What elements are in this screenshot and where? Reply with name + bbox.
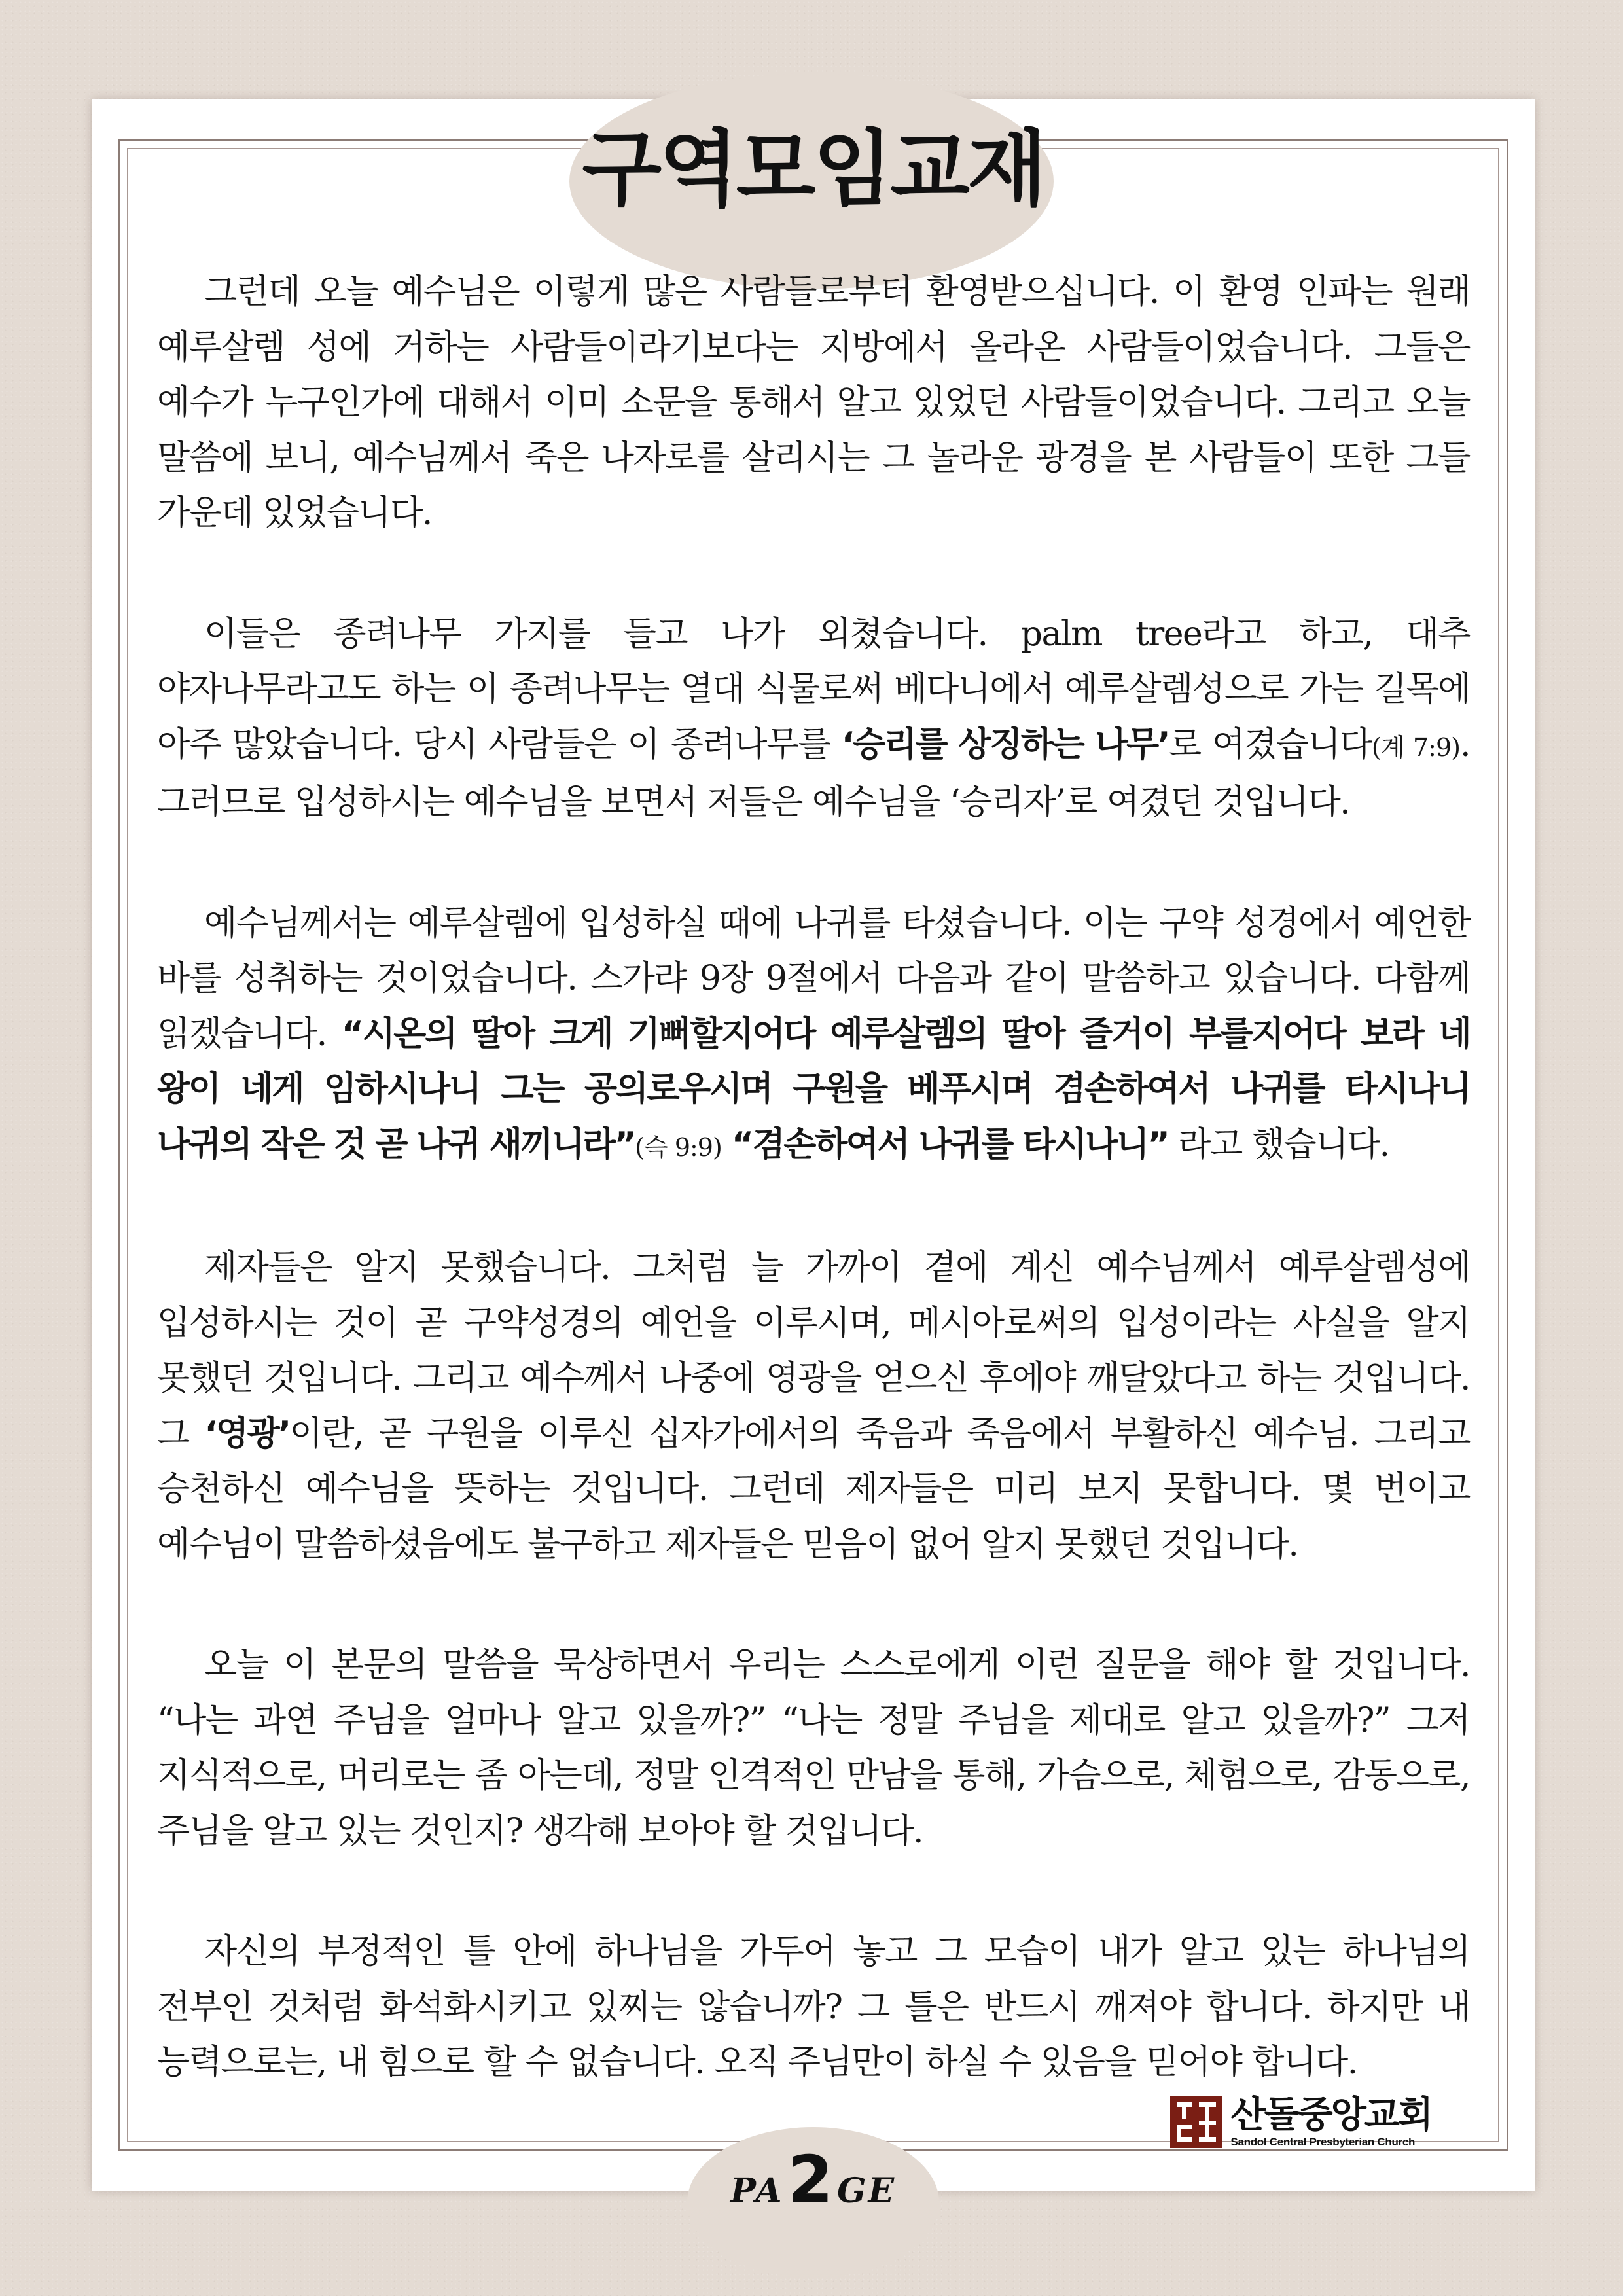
scripture-reference: (슥 9:9): [635, 1132, 722, 1162]
paragraph-text: 예수님께서는 예루살렘에 입성하실 때에 나귀를 타셨습니다. 이는 구약 성경에서 예언한 바를 성취하는 것이었습니다. 스가랴 9장 9절에서 다음과 같이 말씀하고 있습니다. 다함께 읽겠습니다.: [157, 903, 1470, 1054]
paragraph: [157, 264, 1470, 541]
church-name-korean: 산돌중앙교회: [1230, 2093, 1431, 2136]
scripture-reference: (계 7:9): [1371, 732, 1460, 762]
paragraph: [157, 1240, 1470, 1572]
page-number-label: [92, 2142, 1535, 2218]
paragraph-text: 오늘 이 본문의 말씀을 묵상하면서 우리는 스스로에게 이런 질문을 해야 할 것입니다. “나는 과연 주님을 얼마나 알고 있을까?” “나는 정말 주님을 제대로 알고 있을까?” 그저 지식적으로, 머리로는 좀 아는데, 정말 인격적인 만남을 통해, 가슴으로, 체험으로, 감동으로, 주님을 알고 있는 것인지? 생각해 보아야 할 것입니다.: [157, 1645, 1470, 1851]
paragraph-text: 이들은 종려나무 가지를 들고 나가 외쳤습니다. palm tree라고 하고, 대추 야자나무라고도 하는 이 종려나무는 열대 식물로써 베다니에서 예루살렘성으로 가는 길목에 아주 많았습니다. 당시 사람들은 이 종려나무를: [157, 614, 1470, 764]
paragraph-text: 그런데 오늘 예수님은 이렇게 많은 사람들로부터 환영받으십니다. 이 환영 인파는 원래 예루살렘 성에 거하는 사람들이라기보다는 지방에서 올라온 사람들이었습니다. 그들은 예수가 누구인가에 대해서 이미 소문을 통해서 알고 있었던 사람들이었습니다. 그리고 오늘 말씀에 보니, 예수님께서 죽은 나자로를 살리시는 그 놀라운 광경을 본 사람들이 또한 그들 가운데 있었습니다.: [157, 272, 1470, 533]
page-sheet: [92, 99, 1535, 2218]
page-title: 구역모임교재: [582, 121, 1044, 217]
paragraph: [157, 1924, 1470, 2090]
paragraph-text: 라고 했습니다.: [1168, 1124, 1389, 1164]
paragraph: [157, 607, 1470, 831]
paragraph: [157, 1638, 1470, 1859]
page-number: 2: [787, 2142, 834, 2218]
paragraph-text: 자신의 부정적인 틀 안에 하나님을 가두어 놓고 그 모습이 내가 알고 있는 하나님의 전부인 것처럼 화석화시키고 있찌는 않습니까? 그 틀은 반드시 깨져야 합니다. 하지만 내 능력으로는, 내 힘으로 할 수 없습니다. 오직 주님만이 하실 수 있음을 믿어야 합니다.: [157, 1932, 1470, 2082]
page-prefix: PA: [730, 2171, 784, 2211]
paragraph-text: 제자들은 알지 못했습니다. 그처럼 늘 가까이 곁에 계신 예수님께서 예루살렘성에 입성하시는 것이 곧 구약성경의 예언을 이루시며, 메시아로써의 입성이라는 사실을 알지 못했던 것입니다. 그리고 예수께서 나중에 영광을 얻으신 후에야 깨달았다고 하는 것입니다. 그: [157, 1248, 1470, 1454]
paragraph: [157, 896, 1470, 1175]
paragraph-text: . 그러므로 입성하시는 예수님을 보면서 저들은 예수님을 ‘승리자’로 여겼던 것입니다.: [157, 725, 1470, 822]
emphasized-text: ‘승리를 상징하는 나무’: [841, 725, 1169, 764]
body-text: [157, 264, 1470, 2156]
church-emblem-icon: [1170, 2096, 1222, 2148]
emphasized-text: “시온의 딸아 크게 기뻐할지어다 예루살렘의 딸아 즐거이 부를지어다 보라 네 왕이 네게 임하시나니 그는 공의로우시며 구원을 베푸시며 겸손하여서 나귀를 타시나니 나귀의 작은 것 곧 나귀 새끼니라”: [157, 1014, 1470, 1164]
page-suffix: GE: [837, 2171, 897, 2211]
church-name-english: Sandol Central Presbyterian Church: [1230, 2135, 1416, 2148]
paragraph-text: 이란, 곧 구원을 이루신 십자가에서의 죽음과 죽음에서 부활하신 예수님. 그리고 승천하신 예수님을 뜻하는 것입니다. 그런데 제자들은 미리 보지 못합니다. 몇 번이고 예수님이 말씀하셨음에도 불구하고 제자들은 믿음이 없어 알지 못했던 것입니다.: [157, 1414, 1470, 1564]
church-name-block: [1230, 2093, 1431, 2148]
emphasized-text: “겸손하여서 나귀를 타시나니”: [731, 1124, 1169, 1164]
paragraph-text: [722, 1125, 732, 1164]
paragraph-text: 로 여겼습니다: [1169, 725, 1372, 764]
church-logo: [1170, 2093, 1431, 2148]
emphasized-text: ‘영광’: [204, 1414, 290, 1454]
